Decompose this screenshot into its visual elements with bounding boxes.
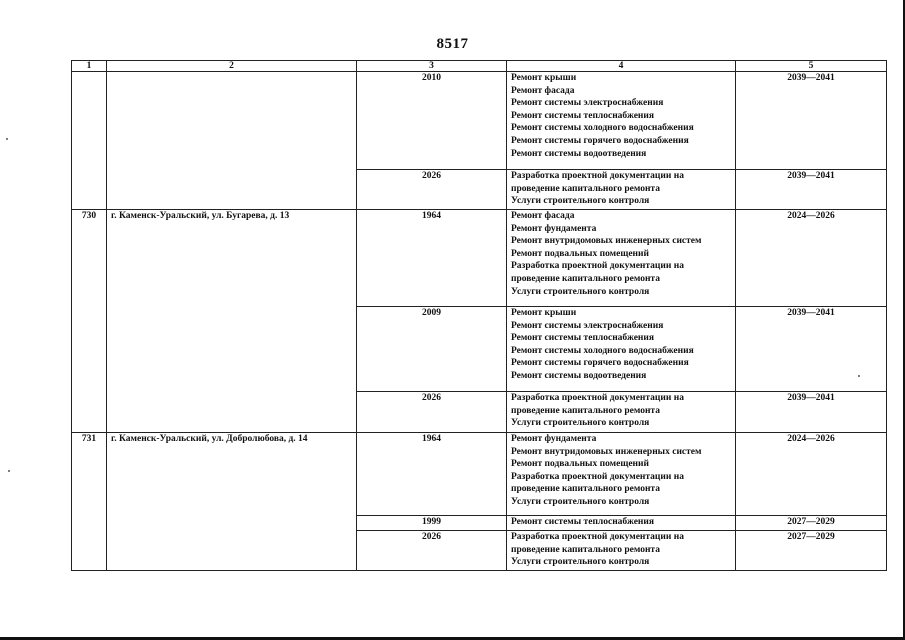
table-row (72, 72, 887, 170)
work-item: Услуги строительного контроля (511, 196, 650, 207)
work-item: Разработка проектной документации на (511, 471, 684, 482)
column-header-2: 2 (107, 61, 357, 72)
work-item: Ремонт системы водоотведения (511, 370, 647, 381)
scan-speck (6, 138, 8, 140)
period-cell: 2039—2041 (736, 307, 887, 392)
work-item: Ремонт системы холодного водоснабжения (511, 123, 694, 134)
work-item: Ремонт фундамента (511, 434, 597, 444)
page-number: 8517 (436, 36, 469, 52)
year-cell: 1999 (357, 516, 507, 531)
work-item: Услуги строительного контроля (511, 286, 650, 297)
work-item: Ремонт системы теплоснабжения (511, 333, 655, 344)
column-header-1: 1 (72, 61, 107, 72)
work-item: проведение капитального ремонта (511, 405, 660, 416)
table-body (72, 72, 887, 571)
header-row (72, 61, 887, 72)
period-cell: 2039—2041 (736, 72, 887, 170)
work-item: Ремонт крыши (511, 308, 577, 318)
work-item: Ремонт системы горячего водоснабжения (511, 358, 689, 369)
work-item: Ремонт фасада (511, 211, 575, 221)
works-cell (507, 170, 736, 210)
work-item: Ремонт крыши (511, 73, 577, 83)
period-cell: 2039—2041 (736, 392, 887, 433)
works-cell (507, 307, 736, 392)
works-cell (507, 392, 736, 433)
work-item: проведение капитального ремонта (511, 183, 660, 194)
period-cell: 2024—2026 (736, 433, 887, 516)
table-row (72, 433, 887, 516)
column-header-5: 5 (736, 61, 887, 72)
year-cell: 2009 (357, 307, 507, 392)
period-cell: 2027—2029 (736, 516, 887, 531)
work-item: Услуги строительного контроля (511, 418, 650, 429)
work-item: Разработка проектной документации на (511, 261, 684, 272)
work-item: Ремонт системы холодного водоснабжения (511, 345, 694, 356)
scan-speck (8, 470, 10, 472)
year-cell: 2026 (357, 531, 507, 571)
period-cell: 2024—2026 (736, 210, 887, 307)
work-item: Услуги строительного контроля (511, 557, 650, 568)
building-address: г. Каменск-Уральский, ул. Бугарева, д. 13 (107, 210, 357, 433)
column-header-4: 4 (507, 61, 736, 72)
period-cell: 2027—2029 (736, 531, 887, 571)
building-number: 730 (72, 210, 107, 433)
work-item: Ремонт системы горячего водоснабжения (511, 135, 689, 146)
work-item: проведение капитального ремонта (511, 544, 660, 555)
work-item: Разработка проектной документации на (511, 171, 684, 181)
work-item: проведение капитального ремонта (511, 273, 660, 284)
works-cell (507, 433, 736, 516)
work-item: Ремонт системы электроснабжения (511, 98, 664, 109)
work-item: Ремонт подвальных помещений (511, 459, 649, 470)
table-row (72, 210, 887, 307)
year-cell: 1964 (357, 210, 507, 307)
building-number (72, 72, 107, 210)
column-header-3: 3 (357, 61, 507, 72)
year-cell: 2026 (357, 170, 507, 210)
building-address: г. Каменск-Уральский, ул. Добролюбова, д. 14 (107, 433, 357, 571)
work-item: Ремонт системы водоотведения (511, 148, 647, 159)
work-item: проведение капитального ремонта (511, 484, 660, 495)
year-cell: 2026 (357, 392, 507, 433)
capital-repair-table (71, 60, 887, 571)
building-address (107, 72, 357, 210)
works-cell (507, 516, 736, 531)
work-item: Ремонт подвальных помещений (511, 248, 649, 259)
work-item: Ремонт фундамента (511, 223, 597, 234)
works-cell (507, 531, 736, 571)
work-item: Ремонт фасада (511, 85, 575, 96)
work-item: Ремонт системы электроснабжения (511, 320, 664, 331)
year-cell: 2010 (357, 72, 507, 170)
works-cell (507, 72, 736, 170)
work-item: Разработка проектной документации на (511, 393, 684, 403)
works-cell (507, 210, 736, 307)
work-item: Услуги строительного контроля (511, 496, 650, 507)
work-item: Ремонт внутридомовых инженерных систем (511, 446, 702, 457)
work-item: Ремонт системы теплоснабжения (511, 517, 655, 527)
building-number: 731 (72, 433, 107, 571)
period-cell: 2039—2041 (736, 170, 887, 210)
work-item: Ремонт внутридомовых инженерных систем (511, 236, 702, 247)
work-item: Разработка проектной документации на (511, 532, 684, 542)
year-cell: 1964 (357, 433, 507, 516)
work-item: Ремонт системы теплоснабжения (511, 110, 655, 121)
